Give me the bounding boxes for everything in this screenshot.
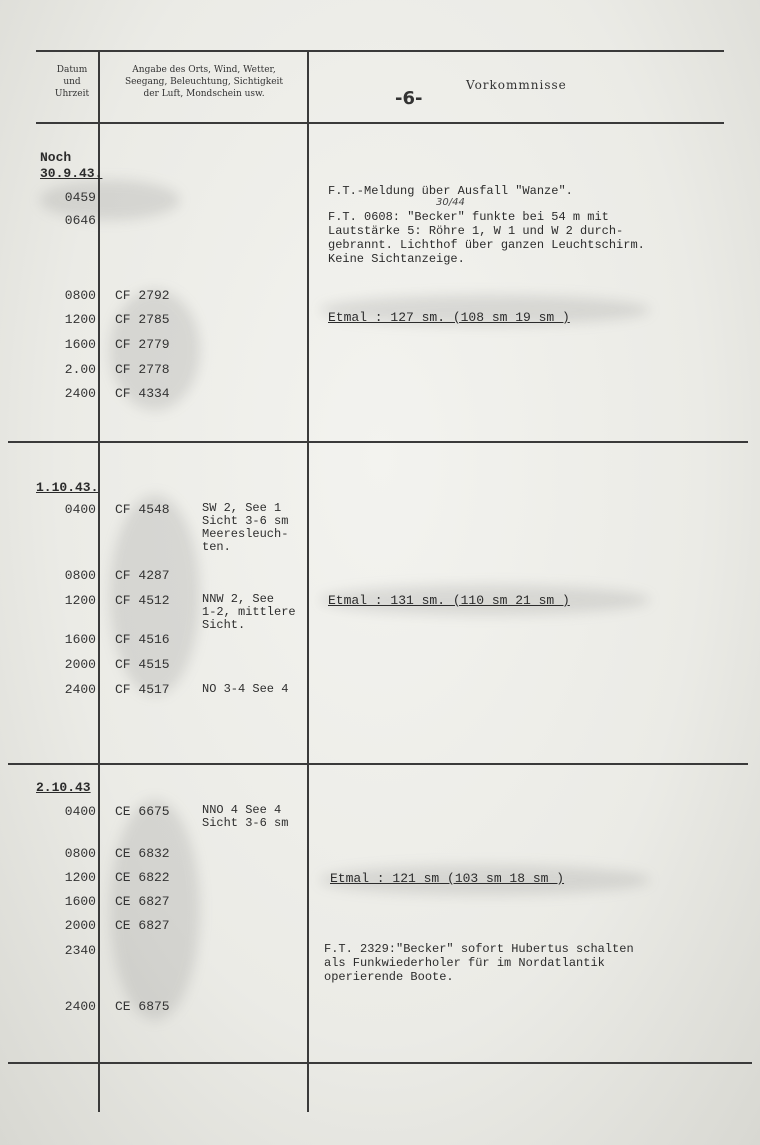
entry-position: CE 6827 — [115, 918, 170, 933]
entry-time: 0400 — [64, 804, 96, 819]
entry-time: 2.00 — [64, 362, 96, 377]
top-rule — [36, 50, 724, 52]
section-rule — [8, 763, 748, 765]
section-date: 2.10.43 — [36, 780, 91, 795]
entry-weather: NNW 2, See 1-2, mittlere Sicht. — [202, 592, 296, 632]
entry-time: 0646 — [64, 213, 96, 228]
section-rule — [8, 441, 748, 443]
entry-time: 0800 — [64, 288, 96, 303]
header-location-weather: Angabe des Orts, Wind, Wetter, Seegang, Beleuchtung, Sichtigkeit der Luft, Mondschein usw. — [124, 65, 284, 99]
entry-time: 1200 — [64, 312, 96, 327]
column-divider — [98, 52, 100, 1112]
entry-time: 1600 — [64, 337, 96, 352]
entry-position: CE 6832 — [115, 846, 170, 861]
entry-remark: F.T.-Meldung über Ausfall "Wanze". — [328, 184, 573, 198]
entry-position: CE 6675 — [115, 804, 170, 819]
entry-position: CF 4334 — [115, 386, 170, 401]
entry-time: 2400 — [64, 682, 96, 697]
daily-run-remark: Etmal : 127 sm. (108 sm 19 sm ) — [328, 310, 570, 325]
entry-position: CF 4516 — [115, 632, 170, 647]
entry-position: CF 2792 — [115, 288, 170, 303]
entry-time: 2000 — [64, 918, 96, 933]
handwritten-annotation: 30/44 — [436, 197, 465, 208]
entry-position: CE 6875 — [115, 999, 170, 1014]
entry-time: 0459 — [64, 190, 96, 205]
section-date: 1.10.43. — [36, 480, 99, 495]
entry-time: 0800 — [64, 568, 96, 583]
entry-position: CF 4517 — [115, 682, 170, 697]
entry-position: CF 2778 — [115, 362, 170, 377]
entry-remark: F.T. 2329:"Becker" sofort Hubertus schalten als Funkwiederholer für im Nordatlantik operierende Boote. — [324, 942, 634, 984]
header-date-time: Datum und Uhrzeit — [54, 65, 90, 99]
entry-weather: NNO 4 See 4 Sicht 3-6 sm — [202, 803, 289, 830]
header-rule — [36, 122, 724, 124]
entry-position: CE 6827 — [115, 894, 170, 909]
entry-time: 0400 — [64, 502, 96, 517]
entry-time: 0800 — [64, 846, 96, 861]
entry-weather: SW 2, See 1 Sicht 3-6 sm Meeresleuch- ten. — [202, 501, 289, 554]
daily-run-remark: Etmal : 131 sm. (110 sm 21 sm ) — [328, 593, 570, 608]
entry-position: CF 4287 — [115, 568, 170, 583]
header-events: Vorkommnisse — [466, 78, 567, 92]
entry-remark: F.T. 0608: "Becker" funkte bei 54 m mit Lautstärke 5: Röhre 1, W 1 und W 2 durch- gebrannt. Lichthof über ganzen Leuchtschirm. Keine Sichtanzeige. — [328, 210, 645, 266]
entry-time: 1200 — [64, 870, 96, 885]
section-date: 30.9.43. — [40, 166, 103, 181]
column-divider — [307, 52, 309, 1112]
entry-position: CF 4512 — [115, 593, 170, 608]
entry-time: 1600 — [64, 632, 96, 647]
entry-position: CF 4515 — [115, 657, 170, 672]
entry-time: 1600 — [64, 894, 96, 909]
entry-time: 2400 — [64, 999, 96, 1014]
entry-time: 2400 — [64, 386, 96, 401]
entry-position: CE 6822 — [115, 870, 170, 885]
entry-time: 1200 — [64, 593, 96, 608]
entry-position: CF 4548 — [115, 502, 170, 517]
entry-position: CF 2785 — [115, 312, 170, 327]
entry-time: 2340 — [64, 943, 96, 958]
entry-weather: NO 3-4 See 4 — [202, 682, 289, 696]
entry-position: CF 2779 — [115, 337, 170, 352]
bottom-rule — [8, 1062, 752, 1064]
section-date: Noch — [40, 150, 72, 165]
page-number: -6- — [395, 88, 423, 109]
entry-time: 2000 — [64, 657, 96, 672]
daily-run-remark: Etmal : 121 sm (103 sm 18 sm ) — [330, 871, 565, 886]
